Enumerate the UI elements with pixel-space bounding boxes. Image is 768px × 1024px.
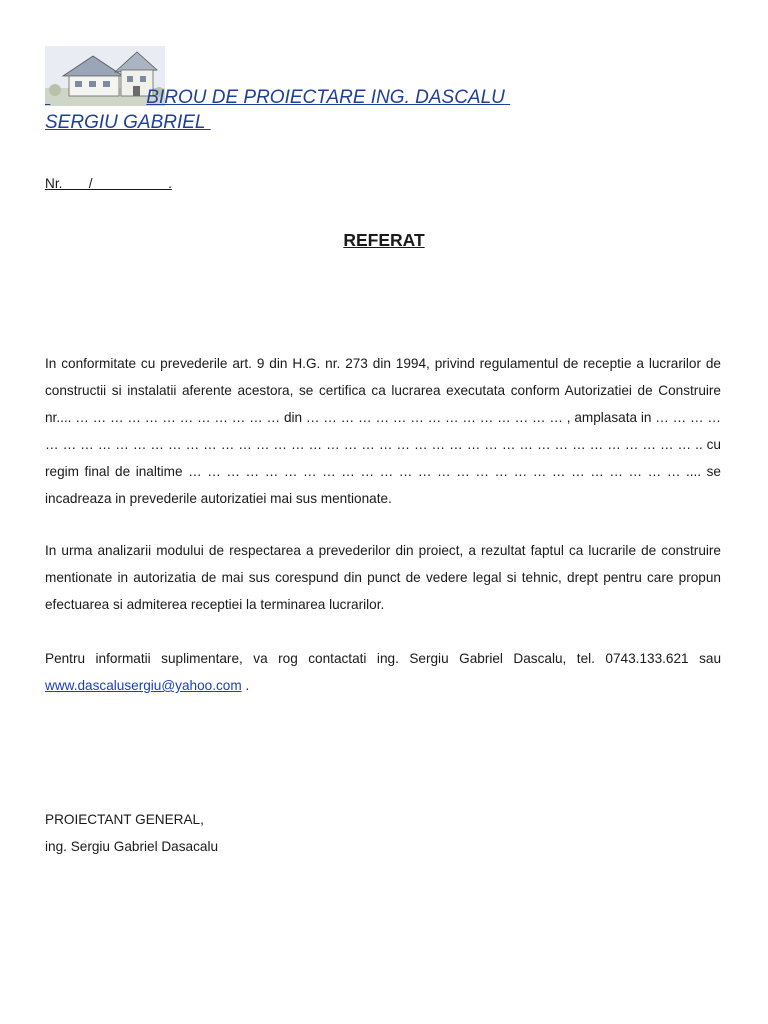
paragraph-text: In conformitate cu prevederile art. 9 din H.G. nr. 273 din 1994, privind regulamentul de receptie a lucrarilor de constructii si instalatii aferente acestora, se certifica ca lucrarea executata conform Autorizatiei de Construire nr.... … … … … … … … … … … … … din … … … … … … … … … … … … … … … , amplasata in … … … … … … … … … … … … … … … … … … … … … … … … … … … … … … … … … … … … … … … … … .. cu regim final de inaltime … … … … … … … … … … … … … … … … … … … … … … … … … … .... se incadreaza in prevederile autorizatiei mai sus mentionate. bbox=[45, 356, 721, 506]
signature-name: ing. Sergiu Gabriel Dasacalu bbox=[45, 839, 219, 854]
paragraph-analysis bbox=[45, 537, 721, 618]
company-name-line2: SERGIU GABRIEL bbox=[45, 112, 206, 133]
underline-spacer bbox=[45, 85, 141, 110]
paragraph-conformity bbox=[45, 350, 721, 512]
paragraph-contact bbox=[45, 645, 721, 699]
signature-block bbox=[45, 806, 218, 860]
contact-end: . bbox=[245, 678, 250, 693]
contact-text: Pentru informatii suplimentare, va rog contactati ing. Sergiu Gabriel Dascalu, tel. 0743.133.621 sau bbox=[45, 651, 721, 666]
company-header bbox=[45, 85, 735, 135]
document-title: REFERAT bbox=[343, 230, 425, 250]
paragraph-text: In urma analizarii modului de respectarea a prevederilor din proiect, a rezultat faptul ca lucrarile de construire mentionate in autorizatia de mai sus corespund din punct de vedere legal si tehnic, drept pentru care propun efectuarea si admiterea receptiei la terminarea lucrarilor. bbox=[45, 543, 721, 612]
signature-role: PROIECTANT GENERAL, bbox=[45, 812, 204, 827]
email-link[interactable]: www.dascalusergiu@yahoo.com bbox=[45, 678, 242, 693]
company-name-line1: BIROU DE PROIECTARE ING. DASCALU bbox=[146, 87, 505, 108]
document-number: Nr. / . bbox=[45, 176, 172, 191]
